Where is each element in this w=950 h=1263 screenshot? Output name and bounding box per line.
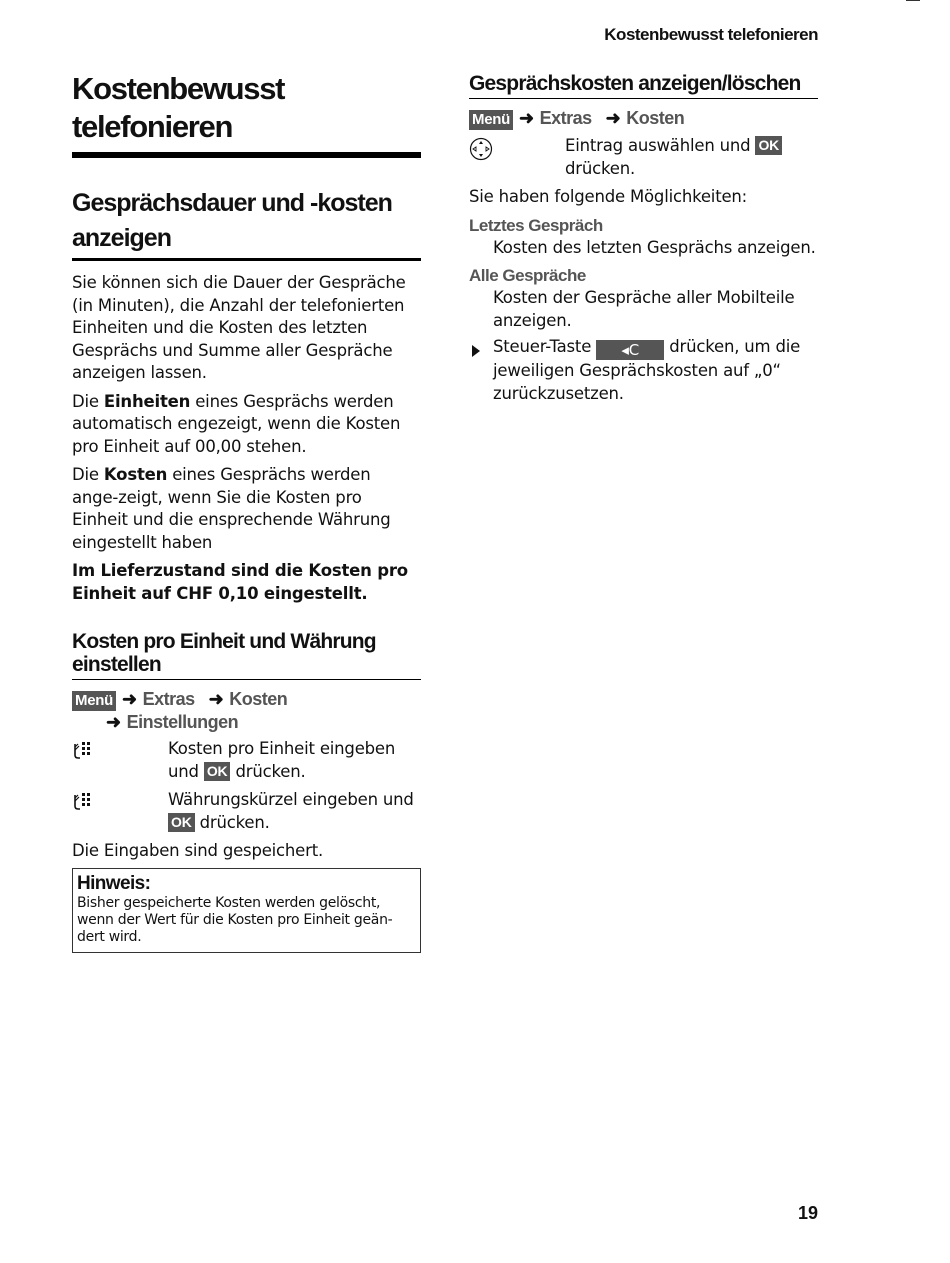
units-bold: Einheiten [103, 391, 191, 411]
right-column [469, 72, 818, 405]
units-paragraph [72, 391, 421, 459]
option-title: Alle Gespräche [469, 266, 586, 285]
subsection-title-line2: einstellen [72, 653, 161, 676]
ok-key: OK [204, 762, 231, 781]
menu-path-item: Einstellungen [126, 712, 239, 732]
option-all-calls [469, 265, 818, 332]
units-post: eines Gesprächs werden automatisch engezeigt, wenn die Kosten pro Einheit auf 00,00 stehen. [72, 391, 401, 456]
arrow-icon: ➜ [605, 108, 621, 128]
left-column [72, 70, 421, 953]
arrow-icon: ➜ [106, 712, 121, 732]
default-setting-bold: Im Lieferzustand sind die Kosten pro Einheit auf CHF 0,10 eingestellt. [72, 561, 408, 603]
option-title: Letztes Gespräch [469, 215, 603, 235]
step-currency [72, 789, 421, 834]
step-text: Eintrag auswählen und [565, 136, 756, 155]
option-last-call [469, 215, 818, 260]
clear-key: ◂C [596, 340, 664, 360]
step-cost-per-unit [72, 738, 421, 783]
arrow-icon: ➜ [121, 689, 137, 709]
step-text: Währungskürzel eingeben und [168, 790, 414, 809]
menu-path-item: Kosten [229, 689, 288, 709]
subsection-title-right: Gesprächskosten anzeigen/löschen [469, 72, 818, 99]
menu-path-item: Extras [142, 689, 195, 709]
option-description: Kosten der Gespräche aller Mobilteile anzeigen. [493, 288, 795, 330]
option-description: Kosten des letzten Gesprächs anzeigen. [493, 237, 816, 257]
options-intro: Sie haben folgende Möglichkeiten: [469, 187, 748, 206]
bullet-triangle-icon [471, 341, 481, 364]
costs-bold: Kosten [103, 465, 168, 484]
step-text-end: drücken. [194, 812, 270, 832]
saved-paragraph: Die Eingaben sind gespeichert. [72, 841, 324, 860]
menu-key: Menü [72, 691, 116, 711]
costs-pre: Die [72, 465, 104, 484]
section-title-line1: Gesprächsdauer und -kosten [72, 189, 392, 217]
subsection-title [72, 630, 421, 680]
keypad-icon [72, 791, 94, 818]
step-text-end: drücken. [230, 761, 306, 781]
step-select-entry [469, 135, 818, 180]
menu-key: Menü [469, 110, 513, 130]
step-text-end: drücken. [565, 158, 636, 178]
intro-paragraph: Sie können sich die Dauer der Gespräche (in Minuten), die Anzahl der telefonierten Einheiten und die Kosten des letzten Gesprächs und Summe aller Gespräche anzeigen lassen. [72, 273, 406, 382]
keypad-icon [72, 740, 94, 767]
note-text: Bisher gespeicherte Kosten werden gelöscht, wenn der Wert für die Kosten pro Einheit geän-dert wird. [77, 894, 393, 945]
ok-key: OK [755, 136, 782, 155]
menu-path-item: Extras [539, 108, 592, 128]
default-setting-paragraph [72, 560, 421, 605]
note-box [72, 868, 421, 953]
menu-path-right [469, 107, 818, 130]
bullet-text: Steuer-Taste [493, 337, 597, 356]
costs-paragraph [72, 464, 421, 554]
page-title: Kostenbewusst telefonieren [72, 70, 421, 158]
control-key-icon [469, 137, 493, 168]
menu-path [72, 688, 421, 733]
step-text: Kosten pro Einheit eingeben und [168, 739, 396, 781]
page-number: 19 [797, 1203, 818, 1223]
arrow-icon: ➜ [518, 108, 534, 128]
subsection-title-line1: Kosten pro Einheit und Währung [72, 630, 376, 653]
section-title-line2: anzeigen [72, 224, 171, 252]
ok-key: OK [168, 813, 195, 832]
reset-instruction [469, 336, 818, 405]
arrow-icon: ➜ [208, 689, 224, 709]
menu-path-item: Kosten [626, 108, 685, 128]
costs-post: eines Gesprächs werden ange-zeigt, wenn Sie die Kosten pro Einheit und die ensprechende Währung eingestellt haben [72, 465, 391, 552]
running-header: Kostenbewusst telefonieren [604, 25, 818, 44]
section-title [72, 186, 421, 261]
bullet-text-end: drücken, um die jeweiligen Gesprächskosten auf „0“ zurückzusetzen. [493, 337, 801, 403]
crop-mark [906, 0, 920, 1]
note-title: Hinweis: [77, 872, 151, 894]
units-pre: Die [72, 391, 104, 411]
